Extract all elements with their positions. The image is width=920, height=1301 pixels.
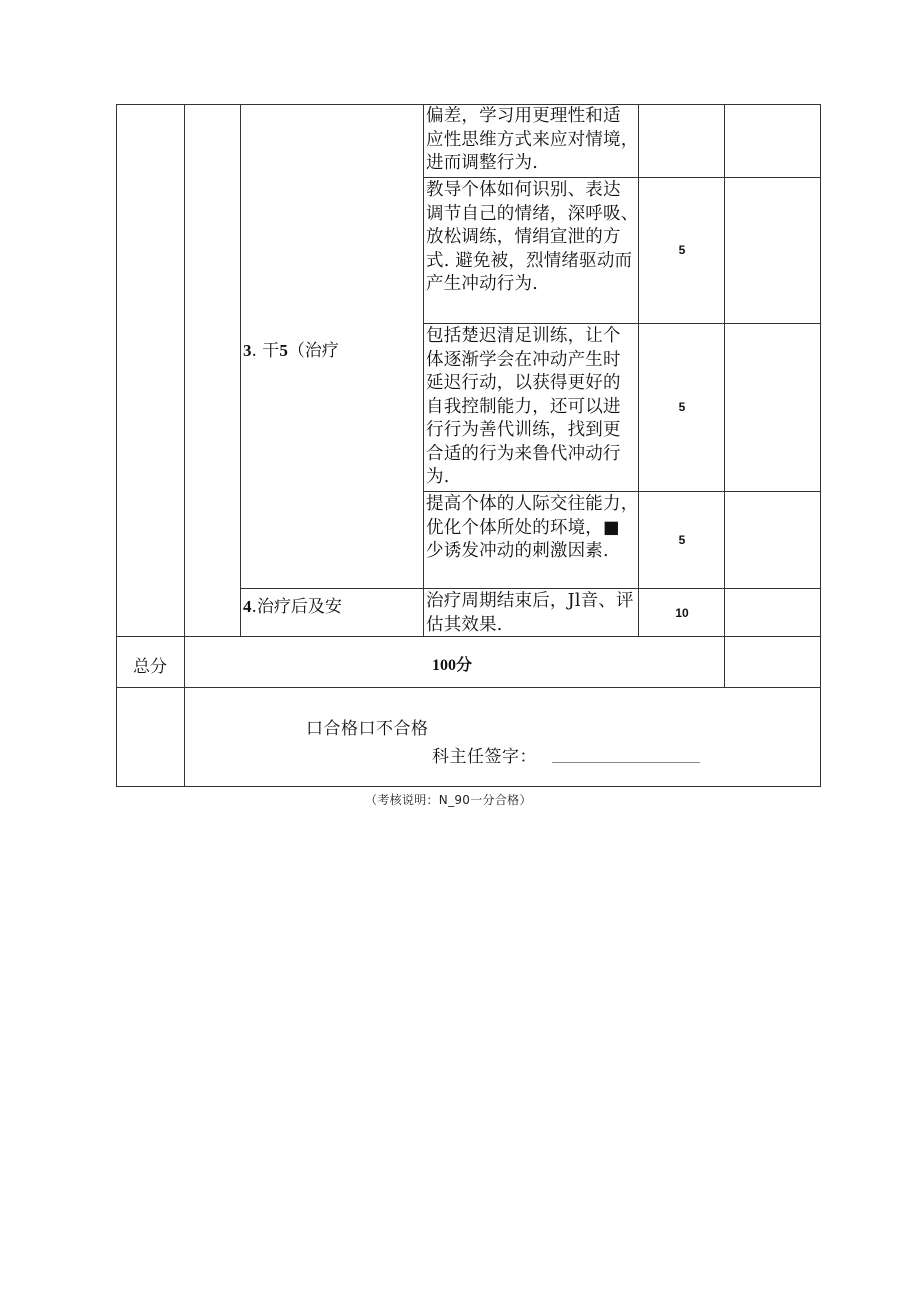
- row-divider: [423, 491, 820, 492]
- row-divider: [116, 687, 820, 688]
- column-divider: [240, 104, 241, 637]
- sub-item-4-number: 4: [243, 597, 252, 616]
- table-border-bottom: [116, 786, 820, 787]
- table-border-right: [820, 104, 821, 787]
- column-divider: [724, 104, 725, 688]
- total-label: 总分: [133, 657, 167, 677]
- signature-label: 科主任签字：: [432, 747, 537, 767]
- assessment-note: （考核说明：N_90一分合格）: [365, 793, 532, 807]
- table-border-left: [116, 104, 117, 787]
- row-divider: [240, 588, 820, 589]
- row-score: 5: [678, 243, 686, 257]
- sub-item-3-number: 3: [243, 341, 252, 360]
- pass-fail-options: 口合格口不合格: [306, 719, 429, 739]
- sub-item-4-label: [243, 592, 342, 617]
- row-divider: [423, 323, 820, 324]
- sub-item-4-text: .治疗后及安: [251, 597, 342, 617]
- sub-item-3-label: [243, 336, 339, 361]
- row-content: 提高个体的人际交往能力， 优化个体所处的环境，■ 少诱发冲动的刺激因素.: [426, 494, 639, 561]
- sub-item-3-rest: （治疗: [287, 341, 339, 361]
- total-value: 100分: [432, 657, 473, 674]
- sub-item-3-text: . 干: [251, 341, 280, 361]
- signature-line: [552, 762, 700, 763]
- row-content: 偏差，学习用更理性和适 应性思维方式来应对情境， 进而调整行为.: [426, 106, 639, 173]
- row-score: 10: [675, 606, 689, 620]
- row-content: 包括楚迟清足训练，让个 体逐渐学会在冲动产生时 延迟行动，以获得更好的 自我控制能力，还可以进 行行为善代训练，找到更 合适的行为来鲁代冲动行 为.: [426, 326, 621, 487]
- row-divider: [423, 177, 820, 178]
- column-divider: [184, 104, 185, 787]
- row-content: 治疗周期结束后，Jl音、评 估其效果.: [426, 591, 634, 635]
- sub-item-3-bold: 5: [279, 341, 288, 360]
- row-content: 教导个体如何识别、表达 调节自己的情绪，深呼吸、 放松调练，情绢宣泄的方 式. 避免被，烈情绪驱动而 产生冲动行为.: [426, 180, 639, 294]
- column-divider: [423, 104, 424, 637]
- row-score: 5: [678, 400, 686, 414]
- row-score: 5: [678, 533, 686, 547]
